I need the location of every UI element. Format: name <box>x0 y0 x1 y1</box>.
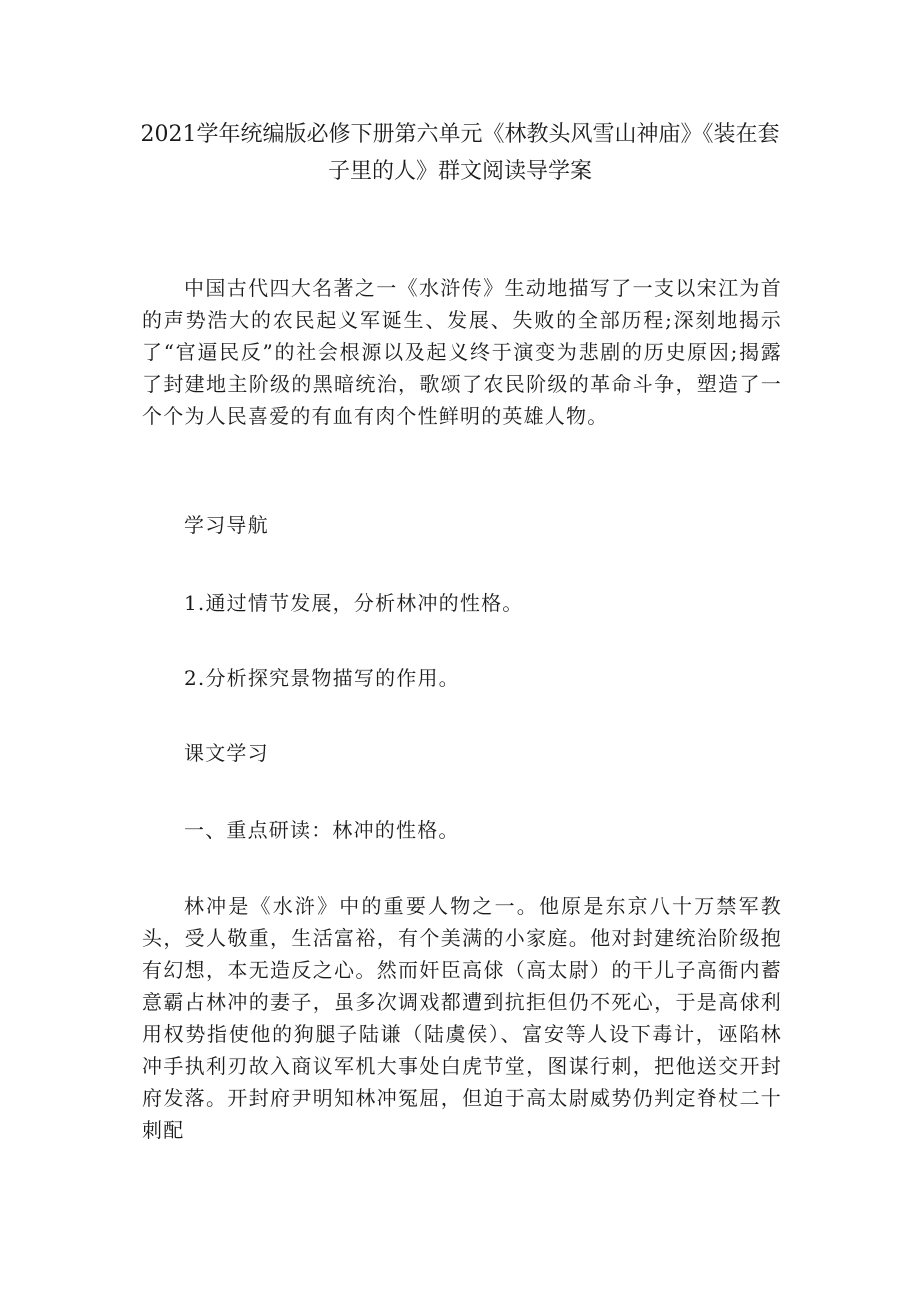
study-nav-item: 1.通过情节发展，分析林冲的性格。 <box>184 591 524 615</box>
document-title: 2021学年统编版必修下册第六单元《林教头风雪山神庙》《装在套子里的人》群文阅读导学案 <box>140 122 780 184</box>
study-nav-heading: 学习导航 <box>184 513 269 537</box>
lesson-heading: 课文学习 <box>184 741 269 765</box>
linchong-paragraph: 林冲是《水浒》中的重要人物之一。他原是东京八十万禁军教头，受人敬重，生活富裕，有个美满的小家庭。他对封建统治阶级抱有幻想，本无造反之心。然而奸臣高俅（高太尉）的干儿子高衙内蓄意霸占林冲的妻子，虽多次调戏都遭到抗拒但仍不死心，于是高俅利用权势指使他的狗腿子陆谦（陆虞侯）、富安等人设下毒计，诬陷林冲手执利刃故入商议军机大事处白虎节堂，图谋行刺，把他送交开封府发落。开封府尹明知林冲冤屈，但迫于高太尉威势仍判定脊杖二十刺配 <box>142 894 782 1142</box>
study-nav-item: 2.分析探究景物描写的作用。 <box>184 666 460 690</box>
section-heading: 一、重点研读：林冲的性格。 <box>184 818 460 842</box>
intro-paragraph: 中国古代四大名著之一《水浒传》生动地描写了一支以宋江为首的声势浩大的农民起义军诞生、发展、失败的全部历程;深刻地揭示了“官逼民反”的社会根源以及起义终于演变为悲剧的历史原因;揭露了封建地主阶级的黑暗统治，歌颂了农民阶级的革命斗争，塑造了一个个为人民喜爱的有血有肉个性鲜明的英雄人物。 <box>142 276 782 428</box>
